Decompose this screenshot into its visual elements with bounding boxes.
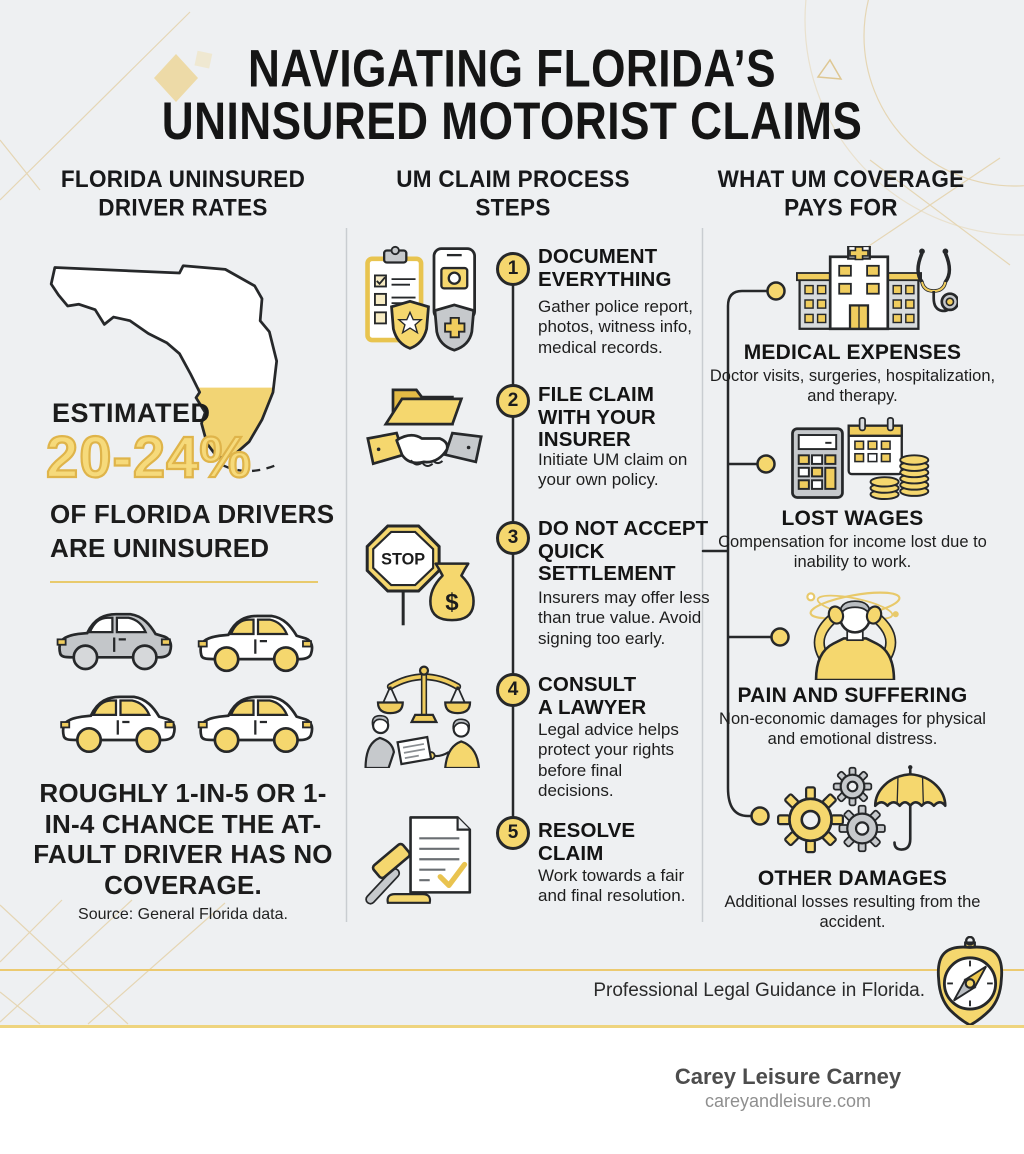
coverage-item-title: PAIN AND SUFFERING	[737, 684, 968, 707]
page-title	[32, 38, 992, 151]
folder-handshake-icon	[366, 380, 483, 488]
step-title: DO NOT ACCEPT QUICK SETTLEMENT	[538, 517, 709, 586]
hospital-stethoscope-icon	[778, 246, 958, 336]
footer-tagline: Professional Legal Guidance in Florida.	[593, 980, 925, 1001]
footer-top-rule	[0, 969, 1024, 971]
page-title-line1: NAVIGATING FLORIDA’S	[247, 38, 777, 98]
coverage-item-description: Additional losses resulting from the accident.	[724, 893, 981, 932]
uninsured-rate-value: 20-24%	[46, 425, 252, 490]
step-number-badge: 4	[496, 673, 530, 707]
left-column-header: FLORIDA UNINSURED DRIVER RATES	[60, 166, 306, 221]
uninsured-rate-caption: OF FLORIDA DRIVERS ARE UNINSURED	[50, 499, 335, 563]
insured-car-icon	[61, 697, 174, 752]
gears-umbrella-icon	[772, 762, 947, 860]
coverage-item-description: Doctor visits, surgeries, hospitalization, and therapy.	[709, 367, 996, 406]
estimated-label: ESTIMATED	[52, 398, 211, 428]
middle-column-header: UM CLAIM PROCESS STEPS	[396, 166, 630, 221]
coverage-item-description: Compensation for income lost due to inability to work.	[718, 533, 987, 572]
compass-icon	[933, 936, 1007, 1029]
step-title: DOCUMENT EVERYTHING	[538, 245, 672, 291]
left-divider-rule	[50, 581, 318, 583]
step-description: Legal advice helps protect your rights before final decisions.	[538, 720, 679, 801]
car-grid-icon	[44, 598, 330, 758]
step-title: RESOLVE CLAIM	[538, 819, 636, 865]
company-name: Carey Leisure Carney	[674, 1064, 902, 1089]
money-bag-symbol: $	[445, 588, 459, 616]
step-description: Initiate UM claim on your own policy.	[538, 450, 688, 490]
page-title-line2: UNINSURED MOTORIST CLAIMS	[161, 91, 863, 151]
company-website: careyandleisure.com	[704, 1091, 872, 1111]
step-title: CONSULT A LAWYER	[538, 673, 647, 719]
uninsured-car-icon	[58, 614, 171, 669]
gavel-document-icon	[360, 812, 482, 910]
step-number-badge: 2	[496, 384, 530, 418]
stop-sign-label: STOP	[381, 550, 426, 569]
pain-person-icon	[790, 583, 920, 680]
step-number-badge: 1	[496, 252, 530, 286]
coverage-item-title: MEDICAL EXPENSES	[743, 341, 962, 364]
insured-car-icon	[199, 616, 312, 671]
step-description: Gather police report, photos, witness info, medical records.	[538, 297, 693, 357]
source-note: Source: General Florida data.	[78, 906, 288, 923]
step-title: FILE CLAIM WITH YOUR INSURER	[538, 383, 656, 452]
step-number-badge: 5	[496, 816, 530, 850]
justice-scales-consult-icon	[362, 660, 486, 768]
calculator-calendar-coins-icon	[780, 416, 940, 504]
stop-sign-money-icon	[362, 514, 482, 627]
insured-car-icon	[199, 697, 312, 752]
right-column-header: WHAT UM COVERAGE PAYS FOR	[717, 166, 965, 221]
step-number-badge: 3	[496, 521, 530, 555]
step-description: Work towards a fair and final resolution.	[538, 866, 686, 906]
coverage-item-description: Non-economic damages for physical and emotional distress.	[719, 710, 986, 749]
coverage-item-title: OTHER DAMAGES	[757, 867, 948, 890]
coverage-item-title: LOST WAGES	[781, 507, 924, 530]
evidence-documents-icon	[362, 244, 482, 353]
step-description: Insurers may offer less than true value. Avoid signing too early.	[538, 588, 710, 648]
chance-statement: ROUGHLY 1-IN-5 OR 1-IN-4 CHANCE THE AT-FAULT DRIVER HAS NO COVERAGE.	[33, 778, 333, 901]
